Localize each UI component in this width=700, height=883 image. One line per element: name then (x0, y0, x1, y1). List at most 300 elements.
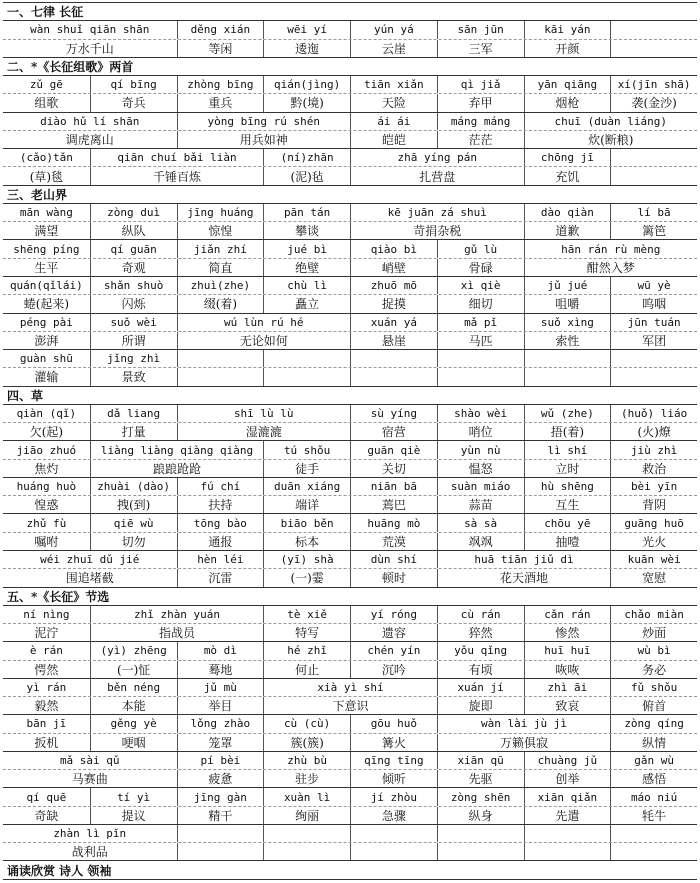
pinyin-cell: kuān wèi (610, 551, 697, 568)
pinyin-cell: qí guān (90, 240, 177, 257)
pinyin-cell: (ní)zhān (263, 149, 350, 166)
hanzi-cell: (泥)毡 (263, 167, 350, 184)
hanzi-row (3, 39, 697, 57)
pinyin-cell: tiān xiǎn (350, 76, 437, 93)
pinyin-cell: wéi zhuī dǔ jié (40, 553, 140, 567)
pinyin-cell: zhì āi (524, 679, 611, 696)
hanzi-cell: 烟枪 (524, 94, 611, 111)
pinyin-cell: huāng mò (350, 514, 437, 531)
section-heading: 一、七律 长征 (3, 2, 697, 20)
pinyin-row (3, 824, 697, 842)
pinyin-cell: jīng huáng (177, 204, 264, 221)
hanzi-cell: 立时 (524, 460, 611, 477)
hanzi-cell: 沉雷 (177, 569, 264, 586)
pinyin-row (3, 714, 697, 732)
pinyin-cell: diào hǔ lí shān (40, 114, 140, 128)
pinyin-cell: (yī) shà (263, 551, 350, 568)
hanzi-cell: (火)燎 (610, 423, 697, 440)
hanzi-row (3, 294, 697, 312)
hanzi-cell: 奇兵 (90, 94, 177, 111)
pinyin-cell: hù shēng (524, 478, 611, 495)
hanzi-cell: 扳机 (34, 735, 59, 750)
pinyin-row (3, 313, 697, 331)
pinyin-cell: qì jiǎ (437, 76, 524, 93)
hanzi-cell: 花天酒地 (437, 569, 611, 586)
hanzi-cell: 细切 (437, 295, 524, 312)
hanzi-cell: 蓦地 (177, 661, 264, 678)
pinyin-cell: bān jī (26, 717, 67, 731)
pinyin-row (3, 605, 697, 623)
pinyin-cell (263, 825, 350, 842)
pinyin-cell: jǔ jué (524, 277, 611, 294)
pinyin-cell: dào qiàn (524, 204, 611, 221)
pinyin-cell: lì shí (524, 441, 611, 458)
hanzi-cell: 奇观 (90, 259, 177, 276)
pinyin-cell (437, 350, 524, 367)
hanzi-cell (177, 368, 264, 385)
pinyin-cell: xí(jīn shā) (610, 76, 697, 93)
hanzi-cell: 先遣 (524, 807, 611, 824)
hanzi-cell: 三军 (437, 40, 524, 57)
pinyin-cell (350, 350, 437, 367)
pinyin-cell (610, 825, 697, 842)
pinyin-cell: yòng bīng rú shén (177, 113, 351, 130)
pinyin-cell: suǒ wèi (90, 314, 177, 331)
pinyin-cell: liàng liàng qiàng qiàng (90, 441, 264, 458)
pinyin-cell (350, 825, 437, 842)
pinyin-cell: fú chí (177, 478, 264, 495)
hanzi-cell: 感悟 (610, 770, 697, 787)
hanzi-row (3, 769, 697, 787)
pinyin-cell: lí bā (610, 204, 697, 221)
hanzi-cell: 猝然 (437, 624, 524, 641)
pinyin-cell: xuán jí (437, 679, 524, 696)
pinyin-cell (263, 350, 350, 367)
hanzi-cell: 抽噎 (524, 533, 611, 550)
pinyin-cell: niān bā (350, 478, 437, 495)
pinyin-cell (177, 350, 264, 367)
pinyin-cell: qián(jìng) (263, 76, 350, 93)
hanzi-cell: 特写 (263, 624, 350, 641)
hanzi-cell: 徒手 (263, 460, 350, 477)
hanzi-cell: 绝壁 (263, 259, 350, 276)
pinyin-cell: zhuì(zhe) (177, 277, 264, 294)
hanzi-cell: 宽慰 (610, 569, 697, 586)
pinyin-cell: wú lùn rú hé (177, 314, 351, 331)
pinyin-cell: qiān chuí bǎi liàn (90, 149, 264, 166)
hanzi-cell: 毅然 (34, 699, 59, 714)
hanzi-cell: 飒飒 (437, 533, 524, 550)
hanzi-cell (263, 843, 350, 860)
pinyin-cell: bèi yīn (610, 478, 697, 495)
hanzi-cell: 重兵 (177, 94, 264, 111)
pinyin-cell (177, 825, 264, 842)
hanzi-row (3, 532, 697, 550)
pinyin-cell: xuán yá (350, 314, 437, 331)
pinyin-cell: fǔ shǒu (610, 679, 697, 696)
pinyin-cell: shǎn shuò (90, 277, 177, 294)
hanzi-cell: 弃甲 (437, 94, 524, 111)
pinyin-cell: sān jūn (437, 21, 524, 38)
hanzi-cell (350, 368, 437, 385)
hanzi-row (3, 367, 697, 385)
hanzi-cell: 本能 (90, 697, 177, 714)
pinyin-cell: chuī (duàn liáng) (524, 113, 698, 130)
hanzi-cell: 捂(着) (524, 423, 611, 440)
hanzi-cell: 万籁俱寂 (437, 734, 611, 751)
hanzi-cell: (一)怔 (90, 661, 177, 678)
pinyin-cell: suǒ xìng (524, 314, 611, 331)
pinyin-cell: qiē wù (90, 514, 177, 531)
hanzi-row (3, 623, 697, 641)
hanzi-cell: 何止 (263, 661, 350, 678)
pinyin-cell: yùn nù (437, 441, 524, 458)
pinyin-row (3, 678, 697, 696)
hanzi-cell: (一)霎 (263, 569, 350, 586)
hanzi-cell: 宿营 (350, 423, 437, 440)
hanzi-cell (524, 843, 611, 860)
hanzi-row (3, 495, 697, 513)
hanzi-cell: 愕然 (34, 662, 59, 677)
hanzi-cell: 蒜苗 (437, 496, 524, 513)
pinyin-cell (437, 825, 524, 842)
hanzi-cell: 用兵如神 (177, 131, 351, 148)
pinyin-cell: chōng jī (524, 149, 611, 166)
pinyin-cell: chǎo miàn (610, 606, 697, 623)
pinyin-cell: huī huī (524, 642, 611, 659)
hanzi-cell: 沉吟 (350, 661, 437, 678)
hanzi-cell: 牦牛 (610, 807, 697, 824)
pinyin-row (3, 276, 697, 294)
hanzi-row (3, 459, 697, 477)
pinyin-cell: (yì) zhēng (90, 642, 177, 659)
hanzi-cell: 打量 (90, 423, 177, 440)
hanzi-cell: 篱笆 (610, 222, 697, 239)
hanzi-cell: 攀谈 (263, 222, 350, 239)
section-heading: 二、*《长征组歌》两首 (3, 57, 697, 75)
pinyin-cell: mò dì (177, 642, 264, 659)
hanzi-cell: 踉踉跄跄 (90, 460, 264, 477)
pinyin-cell: mān wàng (19, 206, 73, 220)
hanzi-cell: 焦灼 (34, 461, 59, 476)
hanzi-cell: 景致 (90, 368, 177, 385)
pinyin-cell: yí róng (350, 606, 437, 623)
pinyin-row (3, 112, 697, 130)
pinyin-cell (610, 21, 697, 38)
pinyin-cell: péng pài (19, 315, 73, 329)
pinyin-cell: guāng huō (610, 514, 697, 531)
pinyin-cell (610, 149, 697, 166)
pinyin-cell: chuàng jǔ (524, 752, 611, 769)
pinyin-cell: qí quē (26, 790, 67, 804)
hanzi-cell: 缀(着) (177, 295, 264, 312)
hanzi-cell: 倾听 (350, 770, 437, 787)
pinyin-cell: gěng yè (90, 715, 177, 732)
vocabulary-table (3, 2, 697, 880)
pinyin-cell: cù (cù) (263, 715, 350, 732)
hanzi-cell: 致哀 (524, 697, 611, 714)
pinyin-cell: zòng duì (90, 204, 177, 221)
pinyin-cell: hèn léi (177, 551, 264, 568)
pinyin-cell: jiù zhì (610, 441, 697, 458)
pinyin-cell: xiān qiǎn (524, 788, 611, 805)
pinyin-cell: quán(qǐlái) (9, 279, 83, 293)
hanzi-cell: 互生 (524, 496, 611, 513)
pinyin-row (3, 203, 697, 221)
pinyin-cell: wēi yí (263, 21, 350, 38)
hanzi-cell (610, 167, 697, 184)
pinyin-cell: yān qiāng (524, 76, 611, 93)
hanzi-cell: 组歌 (34, 96, 59, 111)
hanzi-cell: 所谓 (90, 332, 177, 349)
hanzi-cell: 简直 (177, 259, 264, 276)
pinyin-cell: tí yì (90, 788, 177, 805)
hanzi-row (3, 221, 697, 239)
hanzi-cell: 调虎离山 (65, 132, 114, 147)
hanzi-row (3, 842, 697, 860)
pinyin-row (3, 20, 697, 38)
hanzi-cell: 绚丽 (263, 807, 350, 824)
pinyin-cell: kē juān zá shuì (350, 204, 524, 221)
pinyin-cell: zhā yíng pán (350, 149, 524, 166)
pinyin-cell: pān tán (263, 204, 350, 221)
hanzi-row (3, 696, 697, 714)
hanzi-cell: 荒漠 (350, 533, 437, 550)
pinyin-cell: zhàn lì pǐn (53, 827, 127, 841)
pinyin-cell: wàn lài jù jì (437, 715, 611, 732)
pinyin-cell: kāi yán (524, 21, 611, 38)
hanzi-cell: 奇缺 (34, 808, 59, 823)
pinyin-cell: tú shǒu (263, 441, 350, 458)
pinyin-cell: qiào bì (350, 240, 437, 257)
pinyin-cell: mǎ sài qǔ (59, 754, 120, 768)
pinyin-row (3, 513, 697, 531)
hanzi-cell: 蔫巴 (350, 496, 437, 513)
pinyin-cell: máo niú (610, 788, 697, 805)
pinyin-cell: tè xiě (263, 606, 350, 623)
hanzi-cell: 灌输 (34, 370, 59, 385)
hanzi-cell: 救治 (610, 460, 697, 477)
pinyin-cell: zhuài (dào) (90, 478, 177, 495)
hanzi-cell: 光火 (610, 533, 697, 550)
pinyin-cell: tōng bào (177, 514, 264, 531)
pinyin-cell: xiān qū (437, 752, 524, 769)
hanzi-cell: 马赛曲 (71, 772, 108, 787)
hanzi-cell: 纵队 (90, 222, 177, 239)
pinyin-cell: wù bì (610, 642, 697, 659)
pinyin-cell: chén yín (350, 642, 437, 659)
pinyin-cell: duān xiáng (263, 478, 350, 495)
pinyin-cell: dùn shí (350, 551, 437, 568)
hanzi-cell (610, 368, 697, 385)
pinyin-cell: děng xián (177, 21, 264, 38)
hanzi-cell: 惊惶 (177, 222, 264, 239)
hanzi-row (3, 422, 697, 440)
hanzi-cell: 旋即 (437, 697, 524, 714)
section-heading: 四、草 (3, 386, 697, 404)
pinyin-cell: zòng shēn (437, 788, 524, 805)
hanzi-cell (610, 843, 697, 860)
pinyin-cell: chù lì (263, 277, 350, 294)
pinyin-cell: è rán (29, 644, 63, 658)
hanzi-cell: 满望 (34, 224, 59, 239)
pinyin-cell: jí zhòu (350, 788, 437, 805)
hanzi-cell: 簇(簇) (263, 734, 350, 751)
hanzi-cell: 生平 (34, 260, 59, 275)
pinyin-cell: guàn shū (19, 352, 73, 366)
section-heading: 三、老山界 (3, 185, 697, 203)
pinyin-cell: wàn shuǐ qiān shān (30, 23, 150, 37)
pinyin-cell: gǎn wù (610, 752, 697, 769)
hanzi-cell: 无论如何 (177, 332, 351, 349)
pinyin-cell: qí bīng (90, 76, 177, 93)
pinyin-cell: huáng huò (16, 480, 77, 494)
pinyin-cell: ái ái (350, 113, 437, 130)
hanzi-cell: 疲惫 (177, 770, 264, 787)
hanzi-cell: 泥泞 (34, 626, 59, 641)
pinyin-cell: xuàn lì (263, 788, 350, 805)
hanzi-cell: 指战员 (90, 624, 264, 641)
hanzi-cell: 悬崖 (350, 332, 437, 349)
hanzi-row (3, 331, 697, 349)
hanzi-cell: 咀嚼 (524, 295, 611, 312)
hanzi-row (3, 130, 697, 148)
hanzi-cell: 精干 (177, 807, 264, 824)
hanzi-cell: 急骤 (350, 807, 437, 824)
hanzi-row (3, 733, 697, 751)
hanzi-cell: 关切 (350, 460, 437, 477)
hanzi-cell: 嘱咐 (34, 534, 59, 549)
pinyin-cell: jǐng zhì (90, 350, 177, 367)
pinyin-cell (610, 350, 697, 367)
hanzi-cell: 哨位 (437, 423, 524, 440)
pinyin-row (3, 75, 697, 93)
hanzi-cell: 顿时 (350, 569, 437, 586)
pinyin-cell: mǎ pǐ (437, 314, 524, 331)
hanzi-cell: 扶持 (177, 496, 264, 513)
pinyin-cell: wǔ (zhe) (524, 405, 611, 422)
hanzi-cell: 军团 (610, 332, 697, 349)
pinyin-cell: qīng tīng (350, 752, 437, 769)
hanzi-cell: 峭壁 (350, 259, 437, 276)
hanzi-cell: 炒面 (610, 624, 697, 641)
hanzi-cell: 道歉 (524, 222, 611, 239)
pinyin-cell: xì qiè (437, 277, 524, 294)
pinyin-cell: jīng gàn (177, 788, 264, 805)
pinyin-cell: huā tiān jiǔ dì (437, 551, 611, 568)
hanzi-cell: 篝火 (350, 734, 437, 751)
hanzi-cell: 骨碌 (437, 259, 524, 276)
hanzi-cell: 务必 (610, 661, 697, 678)
hanzi-cell: 遗容 (350, 624, 437, 641)
pinyin-cell: zhǔ fù (26, 516, 67, 530)
pinyin-cell: gǔ lù (437, 240, 524, 257)
hanzi-cell: 俯首 (610, 697, 697, 714)
hanzi-cell (437, 368, 524, 385)
hanzi-cell: 万水千山 (65, 41, 114, 56)
pinyin-cell: zhù bù (263, 752, 350, 769)
hanzi-cell (263, 368, 350, 385)
hanzi-cell: 澎湃 (34, 333, 59, 348)
hanzi-row (3, 568, 697, 586)
pinyin-row (3, 148, 697, 166)
hanzi-cell: 充饥 (524, 167, 611, 184)
pinyin-cell: sù yíng (350, 405, 437, 422)
pinyin-cell: jiǎn zhí (177, 240, 264, 257)
hanzi-cell (350, 843, 437, 860)
hanzi-cell: 捉摸 (350, 295, 437, 312)
hanzi-row (3, 166, 697, 184)
hanzi-cell: 切勿 (90, 533, 177, 550)
hanzi-row (3, 660, 697, 678)
pinyin-row (3, 477, 697, 495)
hanzi-cell: 咴咴 (524, 661, 611, 678)
pinyin-row (3, 404, 697, 422)
pinyin-cell: shēng píng (13, 242, 80, 256)
hanzi-cell: 千锤百炼 (90, 167, 264, 184)
pinyin-cell: pí bèi (177, 752, 264, 769)
pinyin-cell: cù rán (437, 606, 524, 623)
hanzi-cell: 蜷(起来) (23, 297, 70, 312)
hanzi-cell: 拽(到) (90, 496, 177, 513)
hanzi-cell: 纵身 (437, 807, 524, 824)
pinyin-cell: jūn tuán (610, 314, 697, 331)
footer-heading: 诵读欣赏 诗人 领袖 (3, 860, 697, 879)
hanzi-cell: 愠怒 (437, 460, 524, 477)
pinyin-cell: wū yè (610, 277, 697, 294)
pinyin-row (3, 239, 697, 257)
pinyin-cell: zhuō mō (350, 277, 437, 294)
pinyin-cell (524, 350, 611, 367)
hanzi-cell: 通报 (177, 533, 264, 550)
hanzi-cell: 惶惑 (34, 498, 59, 513)
pinyin-cell: zòng qíng (610, 715, 697, 732)
hanzi-cell: 先驱 (437, 770, 524, 787)
hanzi-cell: 矗立 (263, 295, 350, 312)
hanzi-cell: 索性 (524, 332, 611, 349)
pinyin-row (3, 550, 697, 568)
pinyin-cell: máng máng (437, 113, 524, 130)
hanzi-cell: 湿漉漉 (177, 423, 351, 440)
pinyin-cell: lǒng zhào (177, 715, 264, 732)
hanzi-cell: 黔(境) (263, 94, 350, 111)
hanzi-cell: 闪烁 (90, 295, 177, 312)
pinyin-cell: hé zhǐ (263, 642, 350, 659)
pinyin-cell: shī lù lù (177, 405, 351, 422)
hanzi-cell: 战利品 (71, 845, 108, 860)
pinyin-cell: suàn miáo (437, 478, 524, 495)
pinyin-cell (524, 825, 611, 842)
pinyin-cell: jiāo zhuó (16, 443, 77, 457)
pinyin-cell: hān rán rù mèng (524, 240, 698, 257)
pinyin-cell: zǔ gē (29, 78, 63, 92)
hanzi-cell (177, 843, 264, 860)
hanzi-cell: 茫茫 (437, 131, 524, 148)
hanzi-cell: 等闲 (177, 40, 264, 57)
hanzi-cell: 背阴 (610, 496, 697, 513)
hanzi-cell: 驻步 (263, 770, 350, 787)
hanzi-row (3, 93, 697, 111)
hanzi-cell: 开颜 (524, 40, 611, 57)
pinyin-cell: zhòng bīng (177, 76, 264, 93)
pinyin-cell: zhǐ zhàn yuán (90, 606, 264, 623)
pinyin-cell: ní nìng (23, 607, 70, 621)
pinyin-cell: cǎn rán (524, 606, 611, 623)
hanzi-cell (437, 843, 524, 860)
pinyin-cell: jué bì (263, 240, 350, 257)
section-heading: 五、*《长征》节选 (3, 587, 697, 605)
pinyin-row (3, 440, 697, 458)
